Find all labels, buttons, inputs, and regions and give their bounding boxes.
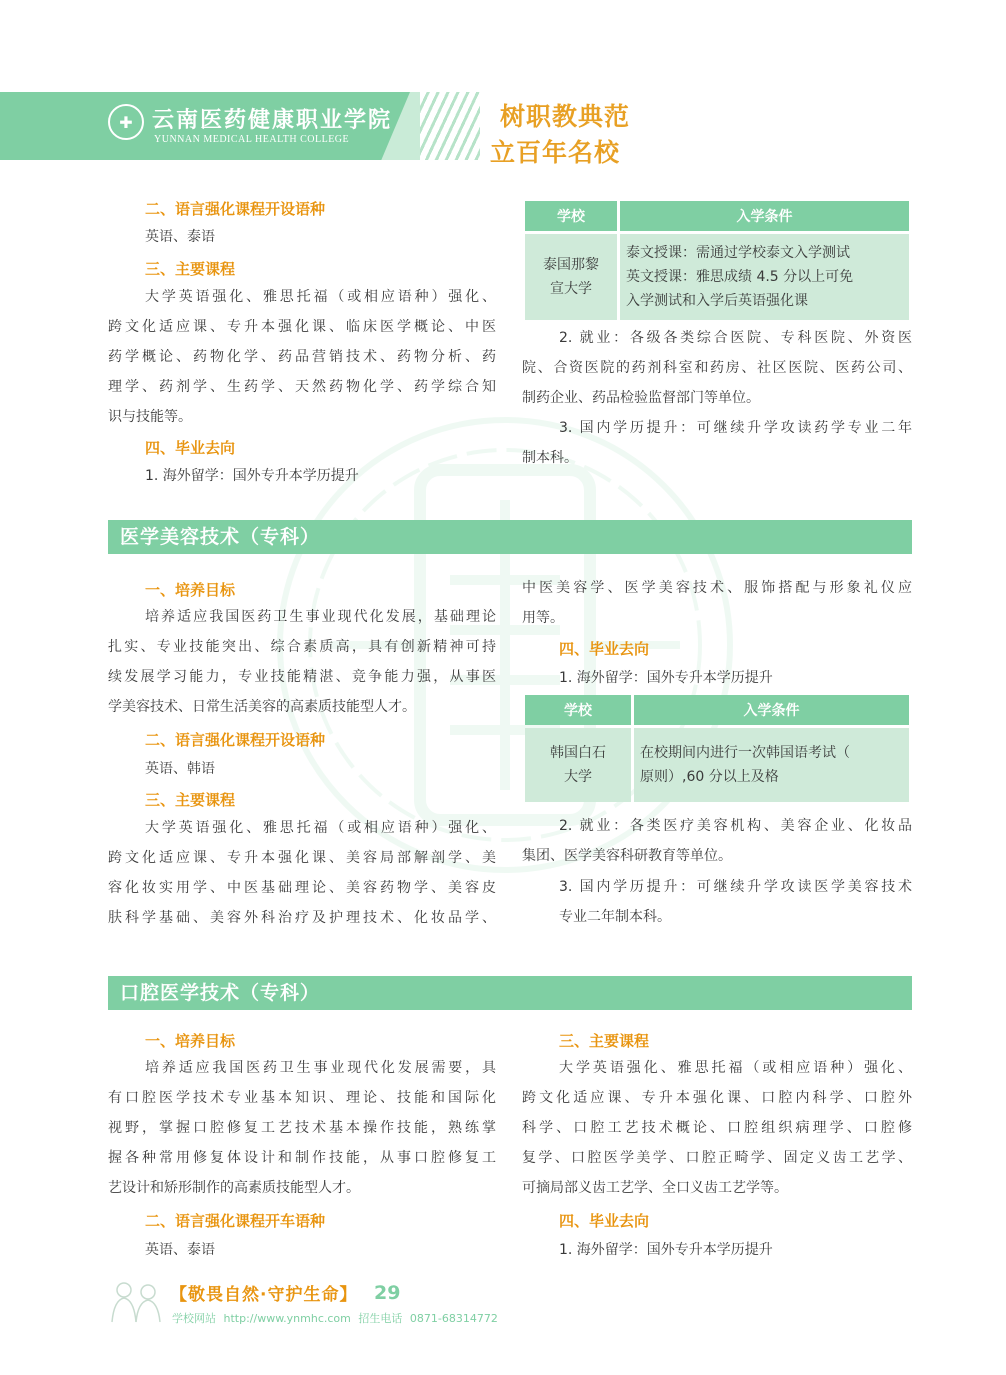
table-header-school: 学校 — [525, 695, 631, 725]
beauty-course-continued — [522, 573, 912, 633]
oral-goal-line: 视野，掌握口腔修复工艺技术基本操作技能，熟练掌 — [108, 1120, 496, 1136]
header-slogan-line1: 树职教典范 — [500, 102, 631, 131]
section-title-medical-beauty: 医学美容技术（专科） — [108, 520, 912, 554]
oral-career-item1: 1. 海外留学：国外专升本学历提升 — [559, 1242, 773, 1258]
top-course-line: 理学、药剂学、生药学、天然药物化学、药学综合知 — [108, 379, 496, 395]
website-label: 学校网站 — [172, 1312, 216, 1325]
oral-lang-heading: 二、语言强化课程开车语种 — [145, 1212, 326, 1230]
beauty-course-cont-line: 用等。 — [522, 610, 564, 626]
oral-course-line: 可摘局部义齿工艺学、全口义齿工艺学等。 — [522, 1180, 788, 1196]
school-name-line: 宣大学 — [550, 281, 592, 297]
phone-number: 0871-68314772 — [409, 1312, 498, 1325]
college-name-en: YUNNAN MEDICAL HEALTH COLLEGE — [154, 134, 350, 145]
top-employment-line: 2. 就业：各级各类综合医院、专科医院、外资医 — [559, 330, 912, 346]
top-employment-line: 院、合资医院的药剂科室和药房、社区医院、医药公司、 — [522, 360, 912, 376]
condition-line: 泰文授课：需通过学校泰文入学测试 — [626, 245, 850, 261]
table-cell-school — [525, 728, 631, 802]
oral-career-heading: 四、毕业去向 — [559, 1212, 650, 1230]
table-cell-conditions — [634, 728, 909, 802]
header-slogan-line2: 立百年名校 — [490, 138, 621, 167]
beauty-goal-heading: 一、培养目标 — [145, 581, 236, 599]
table-header-conditions: 入学条件 — [634, 695, 909, 725]
section-title-oral-medicine: 口腔医学技术（专科） — [108, 976, 912, 1010]
oral-course-line: 跨文化适应课、专升本强化课、口腔内科学、口腔外 — [522, 1090, 912, 1106]
condition-line: 在校期间内进行一次韩国语考试（ — [640, 745, 850, 761]
header-stripes — [420, 92, 480, 160]
oral-course-paragraph — [522, 1053, 912, 1203]
top-course-line: 药学概论、药物化学、药品营销技术、药物分析、药 — [108, 349, 496, 365]
page-number: 29 — [374, 1282, 401, 1304]
oral-goal-line: 艺设计和矫形制作的高素质技能型人才。 — [108, 1180, 360, 1196]
top-domestic-paragraph — [522, 413, 912, 473]
table-cell-conditions — [620, 234, 909, 320]
website-link[interactable]: http://www.ynmhc.com — [223, 1312, 351, 1325]
oral-course-line: 大学英语强化、雅思托福（或相应语种）强化、 — [559, 1060, 912, 1076]
beauty-course-line: 肤科学基础、美容外科治疗及护理技术、化妆品学、 — [108, 910, 496, 926]
oral-course-line: 科学、口腔工艺技术概论、口腔组织病理学、口腔修 — [522, 1120, 912, 1136]
beauty-course-line: 大学英语强化、雅思托福（或相应语种）强化、 — [145, 820, 496, 836]
table-header-school: 学校 — [525, 201, 617, 231]
beauty-employment-line: 集团、医学美容科研教育等单位。 — [522, 848, 732, 864]
top-course-line: 大学英语强化、雅思托福（或相应语种）强化、 — [145, 289, 496, 305]
school-name-line: 泰国那黎 — [543, 257, 599, 273]
beauty-goal-paragraph — [108, 602, 496, 722]
phone-label: 招生电话 — [358, 1312, 403, 1325]
footer-figures-icon — [106, 1280, 166, 1324]
beauty-goal-line: 扎实、专业技能突出、综合素质高，具有创新精神可持 — [108, 639, 496, 655]
table-header-conditions: 入学条件 — [620, 201, 909, 231]
beauty-domestic-line: 专业二年制本科。 — [559, 909, 671, 925]
beauty-course-cont-line: 中医美容学、医学美容技术、服饰搭配与形象礼仪应 — [522, 580, 912, 596]
table-cell-school — [525, 234, 617, 320]
top-career-heading: 四、毕业去向 — [145, 439, 236, 457]
school-name-line: 大学 — [564, 769, 592, 785]
top-course-heading: 三、主要课程 — [145, 260, 236, 278]
oral-lang-text: 英语、泰语 — [145, 1242, 215, 1258]
top-domestic-line: 3. 国内学历提升：可继续升学攻读药学专业二年 — [559, 420, 912, 436]
condition-line: 入学测试和入学后英语强化课 — [626, 293, 808, 309]
oral-goal-line: 握各种常用修复体设计和制作技能，从事口腔修复工 — [108, 1150, 496, 1166]
college-name-cn: 云南医药健康职业学院 — [152, 107, 393, 133]
top-employment-paragraph — [522, 323, 912, 413]
beauty-goal-line: 续发展学习能力，专业技能精湛、竞争能力强，从事医 — [108, 669, 496, 685]
oral-course-heading: 三、主要课程 — [559, 1032, 650, 1050]
oral-course-line: 复学、口腔医学美学、口腔正畸学、固定义齿工艺学、 — [522, 1150, 912, 1166]
top-course-paragraph — [108, 282, 496, 432]
beauty-employment-line: 2. 就业：各类医疗美容机构、美容企业、化妆品 — [559, 818, 912, 834]
beauty-goal-line: 学美容技术、日常生活美容的高素质技能型人才。 — [108, 699, 416, 715]
oral-goal-paragraph — [108, 1053, 496, 1203]
top-domestic-line: 制本科。 — [522, 450, 578, 466]
college-seal-icon: ✚ — [108, 104, 144, 140]
top-admission-table — [522, 198, 912, 323]
top-employment-line: 制药企业、药品检验监督部门等单位。 — [522, 390, 760, 406]
beauty-admission-table — [522, 692, 912, 805]
beauty-lang-heading: 二、语言强化课程开设语种 — [145, 731, 326, 749]
oral-goal-line: 有口腔医学技术专业基本知识、理论、技能和国际化 — [108, 1090, 496, 1106]
top-course-line: 识与技能等。 — [108, 409, 192, 425]
top-course-line: 跨文化适应课、专升本强化课、临床医学概论、中医 — [108, 319, 496, 335]
footer-slogan: 【敬畏自然·守护生命】 — [170, 1285, 358, 1305]
school-name-line: 韩国白石 — [550, 745, 606, 761]
top-lang-heading: 二、语言强化课程开设语种 — [145, 200, 326, 218]
beauty-domestic-line: 3. 国内学历提升：可继续升学攻读医学美容技术 — [559, 879, 912, 895]
condition-line: 英文授课：雅思成绩 4.5 分以上可免 — [626, 269, 854, 285]
beauty-career-item1: 1. 海外留学：国外专升本学历提升 — [559, 670, 773, 686]
top-lang-text: 英语、泰语 — [145, 229, 215, 245]
beauty-career-heading: 四、毕业去向 — [559, 640, 650, 658]
footer-contact — [172, 1310, 498, 1326]
top-career-item1: 1. 海外留学：国外专升本学历提升 — [145, 468, 359, 484]
beauty-domestic-paragraph — [522, 872, 912, 932]
beauty-course-paragraph — [108, 813, 496, 933]
oral-goal-heading: 一、培养目标 — [145, 1032, 236, 1050]
beauty-goal-line: 培养适应我国医药卫生事业现代化发展，基础理论 — [145, 609, 496, 625]
beauty-course-line: 跨文化适应课、专升本强化课、美容局部解剖学、美 — [108, 850, 496, 866]
beauty-course-heading: 三、主要课程 — [145, 791, 236, 809]
condition-line: 原则）,60 分以上及格 — [640, 769, 779, 785]
beauty-course-line: 容化妆实用学、中医基础理论、美容药物学、美容皮 — [108, 880, 496, 896]
beauty-employment-paragraph — [522, 811, 912, 871]
beauty-lang-text: 英语、韩语 — [145, 761, 215, 777]
oral-goal-line: 培养适应我国医药卫生事业现代化发展需要，具 — [145, 1060, 496, 1076]
